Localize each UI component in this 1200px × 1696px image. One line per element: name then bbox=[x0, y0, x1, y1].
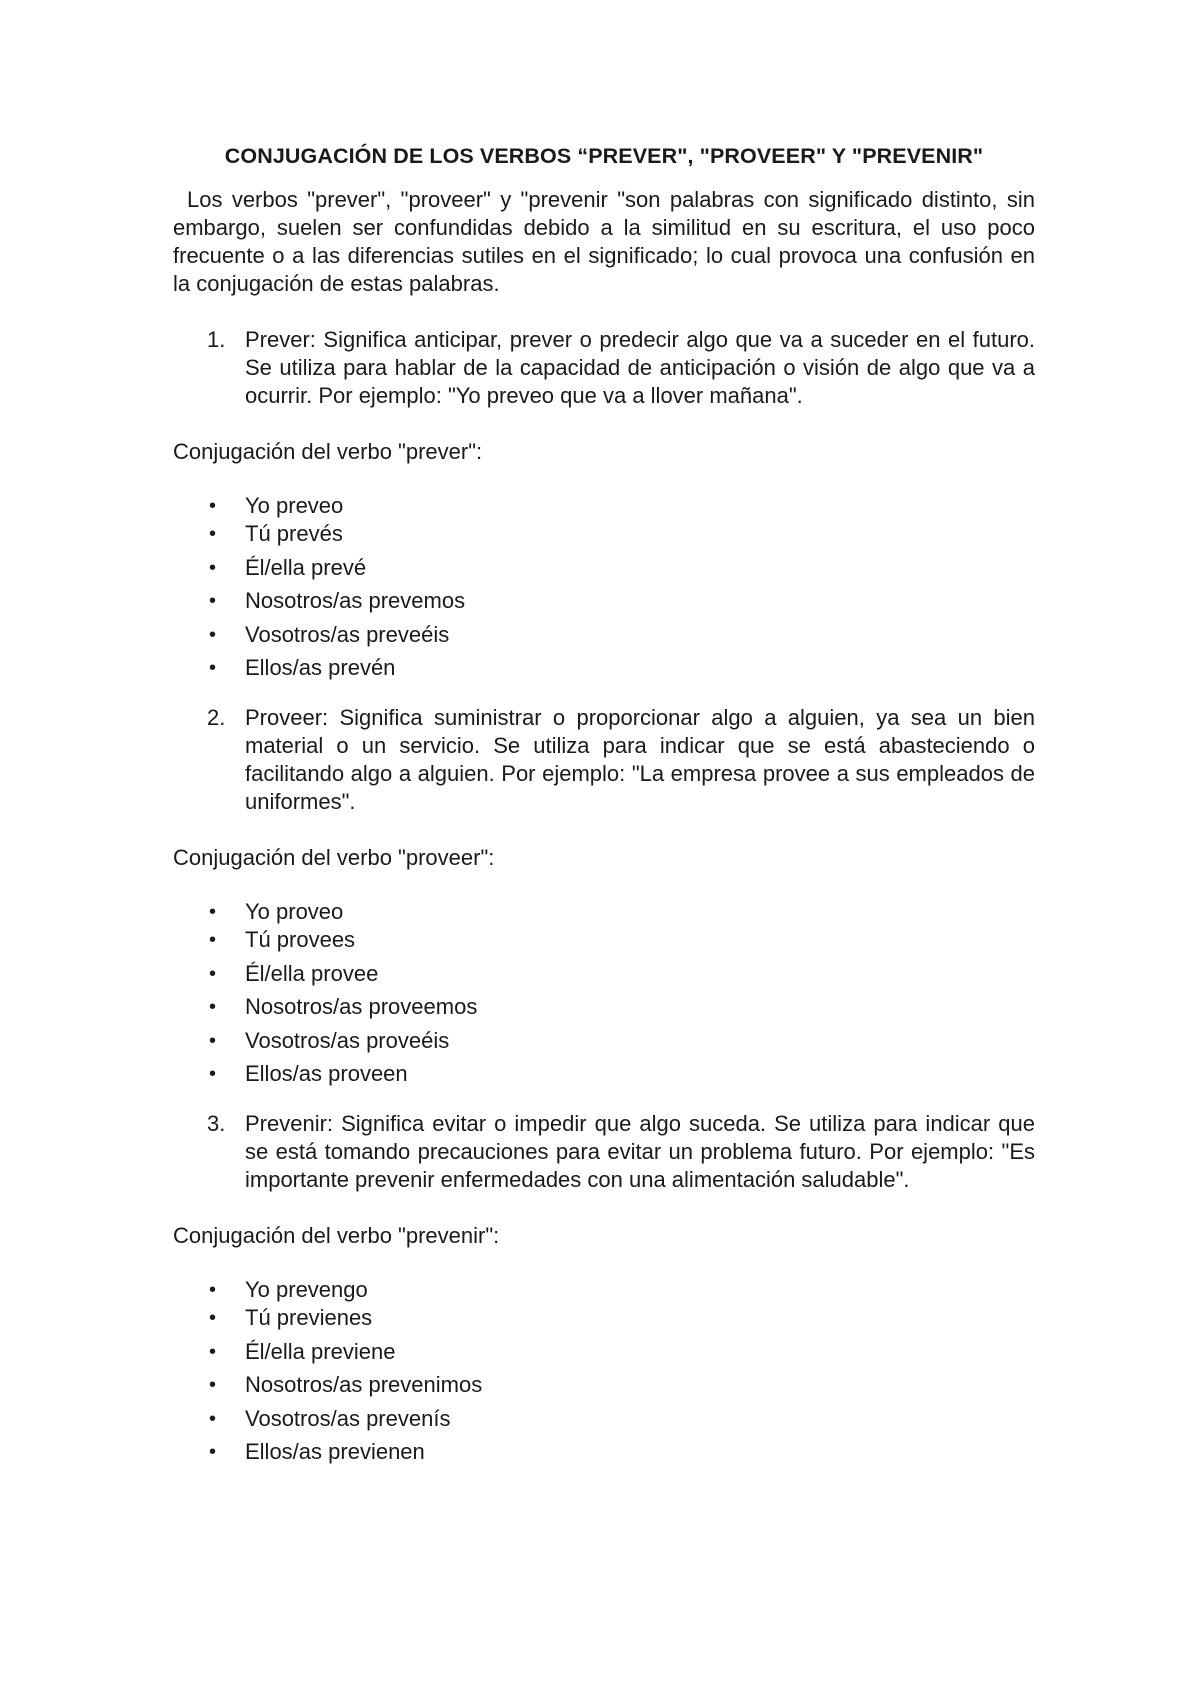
list-item bbox=[173, 492, 1035, 520]
list-item bbox=[173, 1060, 1035, 1088]
bullet-icon: • bbox=[209, 495, 217, 517]
numbered-item bbox=[173, 1110, 1035, 1194]
conjugation-text: Nosotros/as prevemos bbox=[245, 588, 466, 613]
conjugation-text: Tú provees bbox=[245, 927, 356, 952]
list-item bbox=[173, 1405, 1035, 1433]
conjugation-heading: Conjugación del verbo "prever": bbox=[173, 439, 483, 464]
item-number: 1. bbox=[207, 327, 226, 352]
bullet-icon: • bbox=[209, 590, 217, 612]
intro-paragraph bbox=[173, 186, 1035, 298]
bullet-icon: • bbox=[209, 523, 217, 545]
bullet-icon: • bbox=[209, 901, 217, 923]
conjugation-text: Él/ella provee bbox=[245, 960, 379, 986]
bullet-icon: • bbox=[209, 1063, 217, 1085]
list-item bbox=[173, 898, 1035, 926]
conjugation-list bbox=[173, 492, 1035, 682]
conjugation-heading: Conjugación del verbo "proveer": bbox=[173, 845, 495, 870]
bullet-icon: • bbox=[209, 623, 217, 646]
bullet-icon: • bbox=[209, 556, 217, 579]
conjugation-text: Él/ella prevé bbox=[245, 554, 367, 580]
conjugation-text: Yo prevengo bbox=[245, 1277, 368, 1302]
list-item bbox=[173, 960, 1035, 988]
list-item bbox=[173, 1338, 1035, 1366]
conjugation-text: Ellos/as proveen bbox=[245, 1061, 408, 1086]
list-item bbox=[173, 926, 1035, 954]
numbered-item bbox=[173, 704, 1035, 816]
bullet-icon: • bbox=[209, 962, 217, 985]
section-1 bbox=[173, 326, 1035, 682]
list-item bbox=[173, 621, 1035, 649]
list-item bbox=[173, 654, 1035, 682]
document-title: CONJUGACIÓN DE LOS VERBOS “PREVER", "PROVEER" Y "PREVENIR" bbox=[224, 144, 984, 168]
conjugation-text: Vosotros/as prevenís bbox=[245, 1405, 451, 1431]
numbered-item bbox=[173, 326, 1035, 410]
conjugation-text: Nosotros/as proveemos bbox=[245, 994, 478, 1019]
bullet-icon: • bbox=[209, 1340, 217, 1363]
list-item bbox=[173, 587, 1035, 615]
list-item bbox=[173, 1276, 1035, 1304]
bullet-icon: • bbox=[209, 929, 217, 951]
conjugation-text: Yo proveo bbox=[245, 899, 344, 924]
item-number: 2. bbox=[207, 705, 226, 730]
bullet-icon: • bbox=[209, 1407, 217, 1430]
list-item bbox=[173, 993, 1035, 1021]
conjugation-text: Vosotros/as proveéis bbox=[245, 1027, 450, 1053]
item-description: Prever: Significa anticipar, prever o predecir algo que va a suceder en el futuro. Se utiliza para hablar de la capacidad de anticipación o visión de algo que va a ocurrir. Por ejemplo: "Yo preveo que va a llover mañana". bbox=[245, 327, 1035, 408]
section-3 bbox=[173, 1110, 1035, 1466]
list-item bbox=[173, 1027, 1035, 1055]
conjugation-text: Ellos/as previenen bbox=[245, 1439, 425, 1464]
bullet-icon: • bbox=[209, 1441, 217, 1463]
list-item bbox=[173, 1438, 1035, 1466]
intro-text: Los verbos "prever", "proveer" y "prevenir "son palabras con significado distinto, sin embargo, suelen ser confundidas debido a la similitud en su escritura, el uso poco frecuente o a las diferencias sutiles en el significado; lo cual provoca una confusión en la conjugación de estas palabras. bbox=[173, 187, 1035, 296]
list-item bbox=[173, 1371, 1035, 1399]
conjugation-text: Tú previenes bbox=[245, 1305, 373, 1330]
section-2 bbox=[173, 704, 1035, 1088]
conjugation-text: Vosotros/as preveéis bbox=[245, 621, 450, 647]
list-item bbox=[173, 1304, 1035, 1332]
list-item bbox=[173, 520, 1035, 548]
conjugation-text: Nosotros/as prevenimos bbox=[245, 1372, 483, 1397]
item-description: Prevenir: Significa evitar o impedir que algo suceda. Se utiliza para indicar que se está tomando precauciones para evitar un problema futuro. Por ejemplo: "Es importante prevenir enfermedades con una alimentación saludable". bbox=[245, 1111, 1035, 1192]
conjugation-heading: Conjugación del verbo "prevenir": bbox=[173, 1223, 500, 1248]
conjugation-text: Él/ella previene bbox=[245, 1338, 396, 1364]
conjugation-list bbox=[173, 898, 1035, 1088]
bullet-icon: • bbox=[209, 1307, 217, 1329]
document-page bbox=[173, 140, 1035, 1472]
bullet-icon: • bbox=[209, 996, 217, 1018]
item-description: Proveer: Significa suministrar o proporcionar algo a alguien, ya sea un bien material o un servicio. Se utiliza para indicar que se está abasteciendo o facilitando algo a alguien. Por ejemplo: "La empresa provee a sus empleados de uniformes". bbox=[245, 705, 1035, 814]
conjugation-list bbox=[173, 1276, 1035, 1466]
bullet-icon: • bbox=[209, 1029, 217, 1052]
bullet-icon: • bbox=[209, 1374, 217, 1396]
conjugation-text: Tú prevés bbox=[245, 521, 343, 546]
conjugation-text: Ellos/as prevén bbox=[245, 655, 396, 680]
conjugation-text: Yo preveo bbox=[245, 493, 344, 518]
bullet-icon: • bbox=[209, 657, 217, 679]
bullet-icon: • bbox=[209, 1279, 217, 1301]
item-number: 3. bbox=[207, 1111, 226, 1136]
list-item bbox=[173, 554, 1035, 582]
